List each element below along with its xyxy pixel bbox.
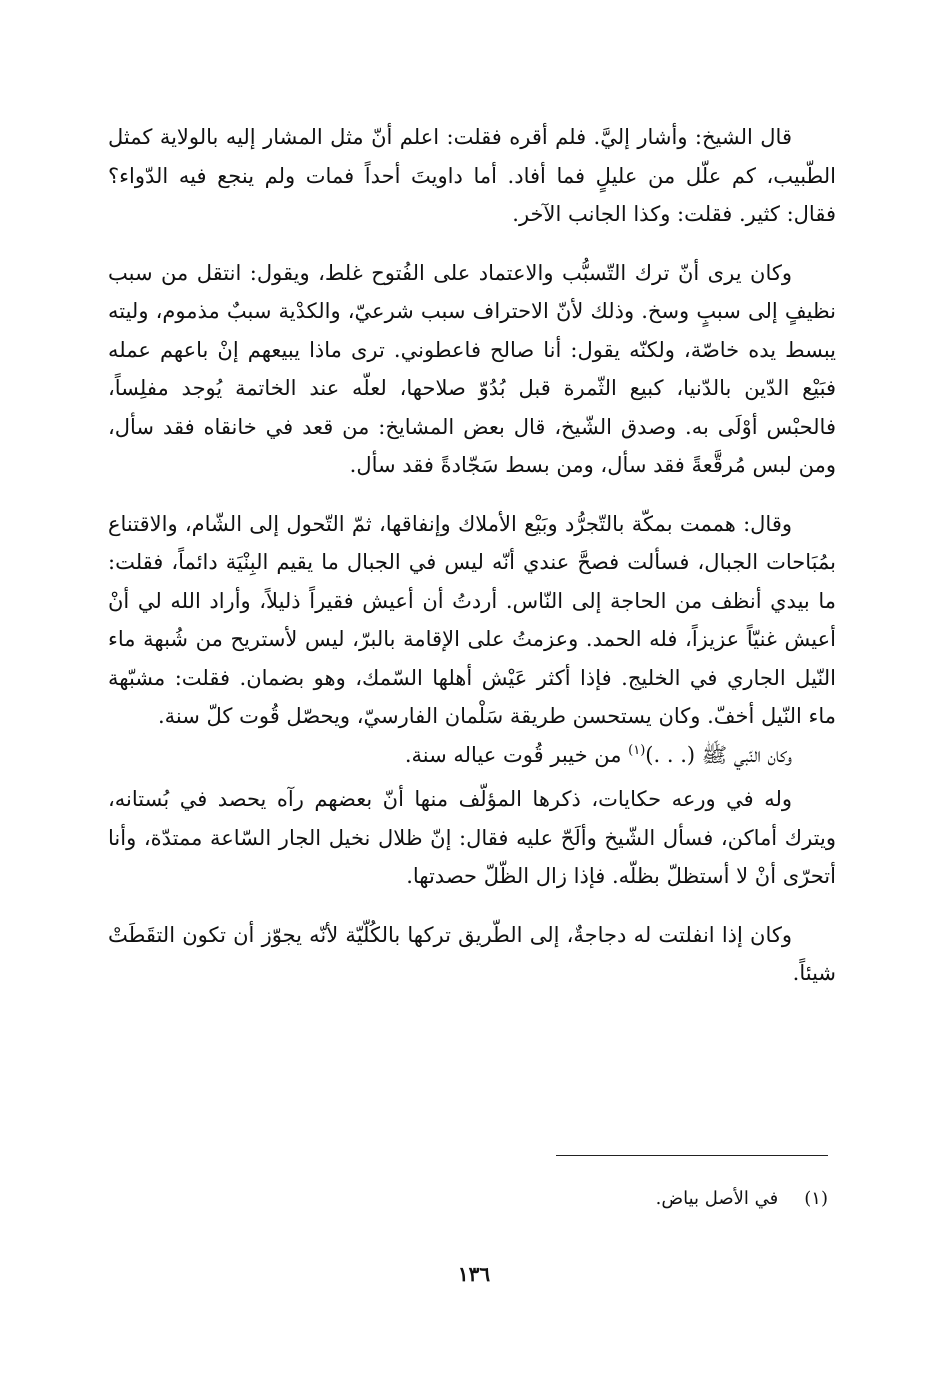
hadith-line [108, 736, 836, 775]
footnote-number: (١) [804, 1188, 828, 1209]
footnote-divider [556, 1155, 828, 1156]
page-number: ١٣٦ [457, 1262, 491, 1286]
paragraph-1: قال الشيخ: وأشار إليَّ. فلم أقره فقلت: اعلم أنّ مثل المشار إليه بالولاية كمثل الطّبيب، كم علّل من عليلٍ فما أفاد. أما داويتَ أحداً فمات ولم ينجع فيه الدّواء؟ فقال: كثير. فقلت: وكذا الجانب الآخر. [108, 125, 836, 226]
main-text [108, 118, 836, 993]
paragraph-2: وكان يرى أنّ ترك التّسبُّب والاعتماد على الفُتوح غلط، ويقول: انتقل من سبب نظيفٍ إلى سببٍ وسخ. وذلك لأنّ الاحتراف سبب شرعيّ، والكدْية سببٌ مذموم، وليته يبسط يده خاصّة، ولكنّه يقول: أنا صالح فاعطوني. ترى ماذا يبيعهم إنْ باعهم عمله فبَيْع الدّين بالدّنيا، كبيع الثّمرة قبل بُدُوّ صلاحها، لعلّه عند الخاتمة يُوجد مفلِساً، فالحبْس أوْلَى به. وصدق الشّيخ، قال بعض المشايخ: من قعد في خانقاه فقد سأل، ومن لبس مُرقَّعةً فقد سأل، ومن بسط سَجّادةً فقد سأل. [108, 260, 836, 477]
footnote-reference[interactable]: (١) [628, 742, 646, 758]
footnote-text: في الأصل بياض. [655, 1188, 779, 1209]
paragraph-5: وكان إذا انفلتت له دجاجةٌ، إلى الطّريق تركها بالكُلّيّة لأنّه يجوّز أن تكون التقَطَتْ شيئاً. [108, 922, 836, 985]
footnote [656, 1186, 828, 1212]
hadith-line-after: من خيبر قُوت عياله سنة. [404, 742, 629, 767]
hadith-line-before: وكان النّبي ﷺ (. . .) [645, 742, 792, 767]
paragraph-3: وقال: هممت بمكّة بالتّجرُّد وبَيْع الأملاك وإنفاقها، ثمّ التّحول إلى الشّام، والاقتناع بمُبَاحات الجبال، فسألت فصحَّ عندي أنّه ليس في الجبال ما يقيم البِنْيَة دائماً، فقلت: ما بيدي أنظف من الحاجة إلى النّاس. أردتُ أن أعيش فقيراً ذليلاً، وأراد الله لي أنْ أعيش غنيّاً عزيزاً، فله الحمد. وعزمتُ على الإقامة بالبرّ، ليس لأستريح من شُبهة ماء النّيل الجاري في الخليج. فإذا أكثر عَيْش أهلها السّمك، وهو بضمان. فقلت: مشبّهة ماء النّيل أخفّ. وكان يستحسن طريقة سَلْمان الفارسيّ، ويحصّل قُوت كلّ سنة. [108, 511, 836, 728]
paragraph-4: وله في ورعه حكايات، ذكرها المؤلّف منها أنّ بعضهم رآه يحصد في بُستانه، ويترك أماكن، فسأل الشّيخ وألَحّ عليه فقال: إنّ ظلال نخيل الجار السّاعة ممتدّة، وأنا أتحرّى أنْ لا أستظلّ بظلّه. فإذا زال الظّلّ حصدتها. [108, 787, 836, 888]
